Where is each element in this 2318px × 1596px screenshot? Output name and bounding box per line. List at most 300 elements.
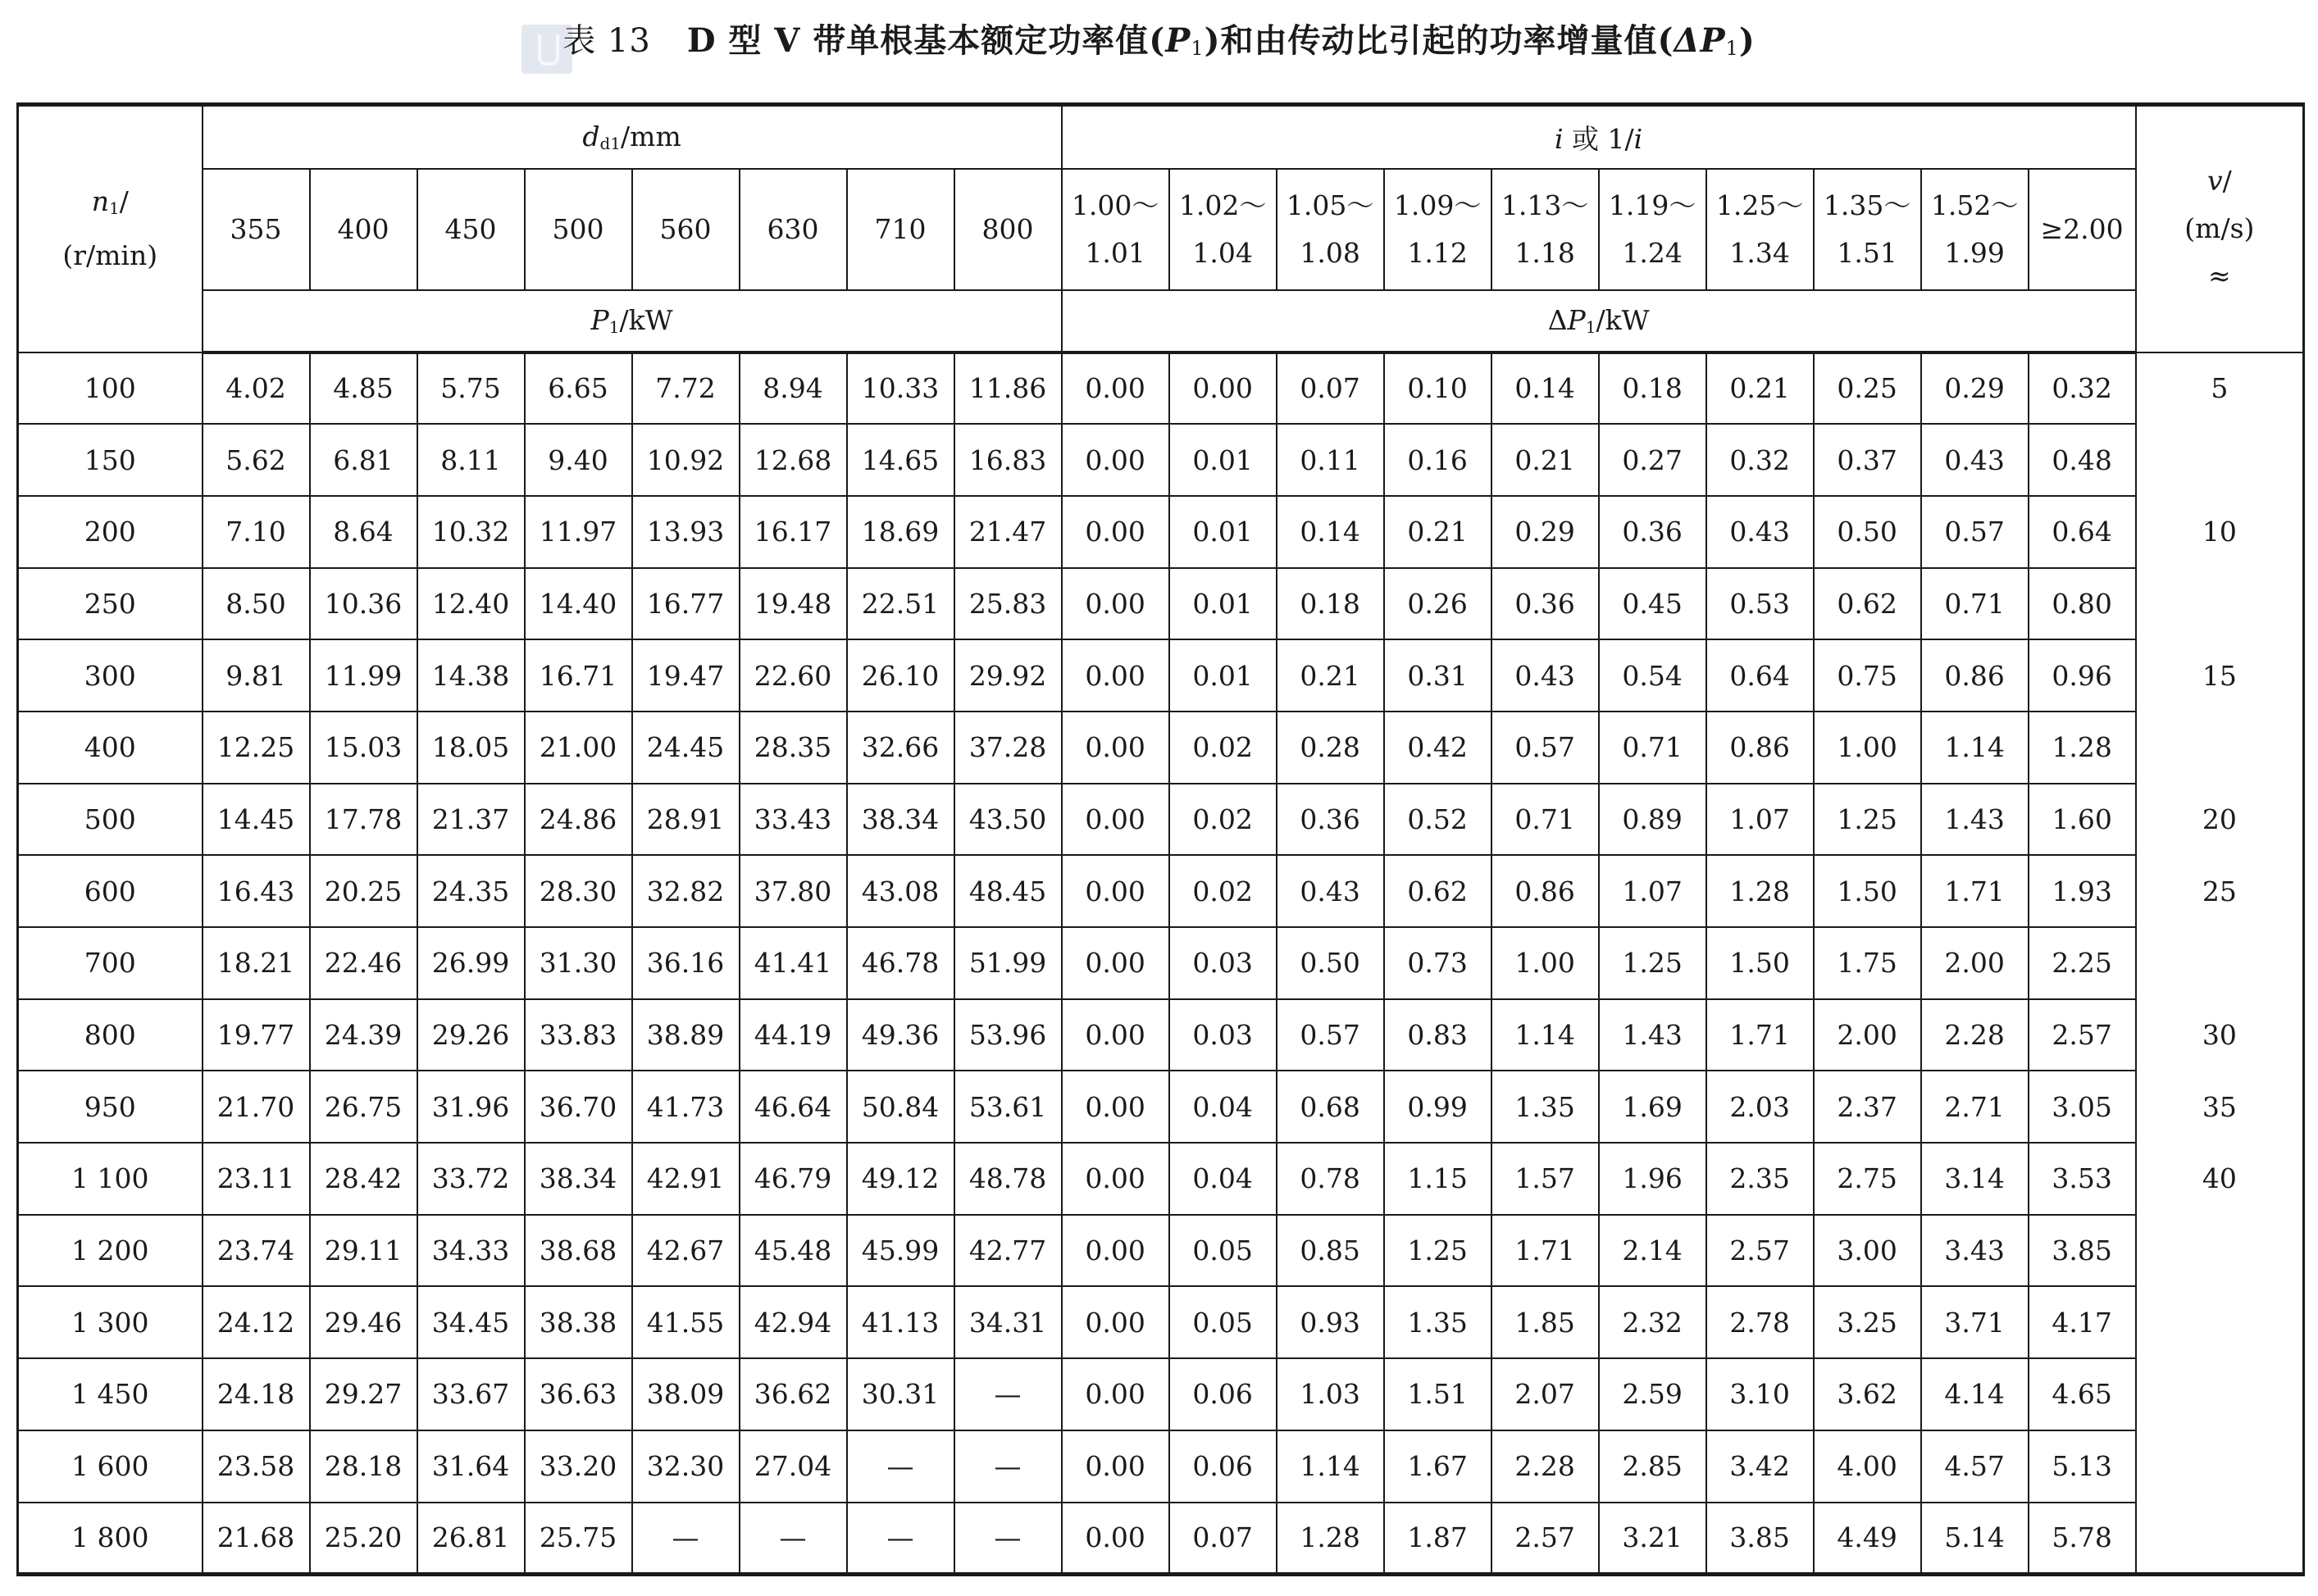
power-cell: 13.93 [632, 496, 740, 568]
power-increment-cell: 3.71 [1921, 1286, 2029, 1358]
power-increment-cell: 0.86 [1491, 855, 1599, 927]
power-increment-cell: 3.62 [1814, 1358, 1921, 1430]
power-cell: 26.99 [417, 927, 525, 999]
power-increment-cell: 0.31 [1384, 639, 1491, 712]
power-increment-cell: 1.14 [1277, 1430, 1384, 1503]
power-increment-cell: 1.15 [1384, 1143, 1491, 1215]
power-cell: 42.91 [632, 1143, 740, 1215]
power-cell: 41.73 [632, 1071, 740, 1143]
power-cell: 28.30 [525, 855, 632, 927]
power-increment-cell: 0.45 [1599, 568, 1706, 640]
ratio-col-header: 1.09～ 1.12 [1384, 169, 1491, 290]
n1-label: $n_1/$ [91, 185, 129, 219]
speed-cell: 1 300 [18, 1286, 203, 1358]
power-increment-cell: 0.62 [1814, 568, 1921, 640]
power-increment-cell: 1.67 [1384, 1430, 1491, 1503]
power-increment-cell: 0.43 [1921, 424, 2029, 496]
power-cell: 28.42 [310, 1143, 417, 1215]
power-increment-cell: 1.07 [1706, 784, 1814, 856]
power-increment-cell: 0.86 [1921, 639, 2029, 712]
speed-cell: 1 100 [18, 1143, 203, 1215]
power-cell: 33.43 [740, 784, 847, 856]
table-row [18, 999, 2304, 1071]
velocity-cell: 25 [2136, 855, 2304, 927]
power-cell: 24.86 [525, 784, 632, 856]
table-number: 表 13 [562, 22, 651, 60]
power-cell: 26.81 [417, 1503, 525, 1575]
power-increment-cell: 1.85 [1491, 1286, 1599, 1358]
velocity-cell [2136, 712, 2304, 784]
power-cell: 32.66 [847, 712, 954, 784]
power-increment-cell: 0.68 [1277, 1071, 1384, 1143]
velocity-cell [2136, 1430, 2304, 1503]
velocity-label: v/ [2206, 165, 2232, 198]
power-increment-cell: 0.02 [1169, 784, 1277, 856]
speed-cell: 800 [18, 999, 203, 1071]
power-increment-cell: 2.57 [1491, 1503, 1599, 1575]
power-cell: 10.32 [417, 496, 525, 568]
power-increment-cell: 4.14 [1921, 1358, 2029, 1430]
power-cell: 29.46 [310, 1286, 417, 1358]
velocity-cell: 10 [2136, 496, 2304, 568]
table-row [18, 1358, 2304, 1430]
power-increment-cell: 0.00 [1062, 1358, 1169, 1430]
power-cell: 33.67 [417, 1358, 525, 1430]
power-cell: 4.02 [203, 352, 310, 425]
power-cell: 41.13 [847, 1286, 954, 1358]
power-increment-cell: 3.43 [1921, 1215, 2029, 1287]
power-increment-cell: 0.00 [1062, 1143, 1169, 1215]
power-increment-cell: 0.00 [1062, 424, 1169, 496]
power-increment-cell: 2.57 [1706, 1215, 1814, 1287]
power-cell: 38.89 [632, 999, 740, 1071]
power-increment-cell: 0.01 [1169, 568, 1277, 640]
power-cell: 25.75 [525, 1503, 632, 1575]
power-increment-cell: 5.14 [1921, 1503, 2029, 1575]
power-increment-cell: 0.14 [1491, 352, 1599, 425]
sub-header-row [18, 169, 2304, 290]
power-cell: 49.36 [847, 999, 954, 1071]
velocity-cell [2136, 1503, 2304, 1575]
power-cell: 51.99 [954, 927, 1062, 999]
power-cell: 10.33 [847, 352, 954, 425]
power-increment-cell: 0.00 [1062, 784, 1169, 856]
speed-cell: 150 [18, 424, 203, 496]
power-increment-cell: 1.87 [1384, 1503, 1491, 1575]
power-cell: 23.11 [203, 1143, 310, 1215]
power-increment-cell: 2.25 [2029, 927, 2136, 999]
power-cell: 18.05 [417, 712, 525, 784]
diameter-col-header: 630 [740, 169, 847, 290]
table-caption [0, 18, 2318, 71]
power-increment-cell: 2.14 [1599, 1215, 1706, 1287]
power-cell: 26.10 [847, 639, 954, 712]
ratio-col-header: 1.05～ 1.08 [1277, 169, 1384, 290]
power-cell: 38.34 [847, 784, 954, 856]
power-increment-cell: 1.25 [1814, 784, 1921, 856]
power-increment-cell: 1.00 [1814, 712, 1921, 784]
power-increment-cell: 0.36 [1491, 568, 1599, 640]
power-increment-cell: 0.00 [1062, 927, 1169, 999]
power-cell: — [954, 1358, 1062, 1430]
diameter-col-header: 800 [954, 169, 1062, 290]
power-cell: 7.10 [203, 496, 310, 568]
power-cell: 24.18 [203, 1358, 310, 1430]
power-increment-cell: 1.93 [2029, 855, 2136, 927]
power-increment-cell: 0.71 [1599, 712, 1706, 784]
power-increment-cell: 0.54 [1599, 639, 1706, 712]
power-cell: 36.70 [525, 1071, 632, 1143]
power-cell: 10.36 [310, 568, 417, 640]
velocity-cell: 35 [2136, 1071, 2304, 1143]
power-cell: 9.40 [525, 424, 632, 496]
power-increment-cell: 0.50 [1814, 496, 1921, 568]
power-cell: 4.85 [310, 352, 417, 425]
power-increment-cell: 0.85 [1277, 1215, 1384, 1287]
power-increment-cell: 0.00 [1062, 568, 1169, 640]
power-increment-cell: 1.50 [1814, 855, 1921, 927]
power-increment-cell: 0.00 [1062, 496, 1169, 568]
power-increment-cell: 3.53 [2029, 1143, 2136, 1215]
power-cell: 24.12 [203, 1286, 310, 1358]
power-increment-cell: 2.35 [1706, 1143, 1814, 1215]
power-increment-cell: 2.03 [1706, 1071, 1814, 1143]
power-increment-cell: 0.04 [1169, 1143, 1277, 1215]
power-increment-cell: 0.00 [1062, 1286, 1169, 1358]
power-cell: 12.25 [203, 712, 310, 784]
power-increment-cell: 2.28 [1921, 999, 2029, 1071]
power-cell: 30.31 [847, 1358, 954, 1430]
power-increment-cell: 0.26 [1384, 568, 1491, 640]
power-cell: 14.40 [525, 568, 632, 640]
power-increment-cell: 1.60 [2029, 784, 2136, 856]
power-cell: 53.96 [954, 999, 1062, 1071]
power-cell: — [632, 1503, 740, 1575]
power-increment-cell: 2.78 [1706, 1286, 1814, 1358]
power-increment-cell: 0.00 [1062, 352, 1169, 425]
power-increment-cell: 0.83 [1384, 999, 1491, 1071]
power-cell: 28.35 [740, 712, 847, 784]
power-increment-cell: 0.00 [1062, 855, 1169, 927]
power-cell: 21.00 [525, 712, 632, 784]
power-increment-cell: 1.71 [1491, 1215, 1599, 1287]
power-increment-cell: 0.36 [1277, 784, 1384, 856]
power-increment-cell: 0.57 [1921, 496, 2029, 568]
power-cell: 41.41 [740, 927, 847, 999]
power-cell: 49.12 [847, 1143, 954, 1215]
caption-dp-symbol: ΔP [1674, 21, 1726, 60]
power-increment-cell: 0.00 [1062, 1430, 1169, 1503]
power-cell: 33.20 [525, 1430, 632, 1503]
power-increment-cell: 1.07 [1599, 855, 1706, 927]
power-cell: 38.68 [525, 1215, 632, 1287]
power-increment-cell: 1.57 [1491, 1143, 1599, 1215]
power-cell: 25.20 [310, 1503, 417, 1575]
power-cell: 41.55 [632, 1286, 740, 1358]
power-increment-cell: 1.28 [1706, 855, 1814, 927]
power-cell: 24.35 [417, 855, 525, 927]
power-cell: 43.50 [954, 784, 1062, 856]
power-increment-cell: 0.00 [1062, 1215, 1169, 1287]
power-increment-cell: 0.43 [1706, 496, 1814, 568]
power-increment-cell: 0.01 [1169, 496, 1277, 568]
power-cell: — [847, 1430, 954, 1503]
speed-cell: 500 [18, 784, 203, 856]
power-cell: 21.37 [417, 784, 525, 856]
power-increment-cell: 0.03 [1169, 999, 1277, 1071]
power-increment-cell: 0.48 [2029, 424, 2136, 496]
power-increment-cell: 5.78 [2029, 1503, 2136, 1575]
power-increment-cell: 0.00 [1169, 352, 1277, 425]
power-increment-cell: 1.51 [1384, 1358, 1491, 1430]
power-cell: — [954, 1430, 1062, 1503]
power-cell: 16.17 [740, 496, 847, 568]
ratio-col-header: ≥2.00 [2029, 169, 2136, 290]
caption-title-c: ) [1738, 21, 1756, 60]
power-increment-cell: 0.32 [1706, 424, 1814, 496]
power-increment-cell: 2.07 [1491, 1358, 1599, 1430]
power-increment-cell: 1.03 [1277, 1358, 1384, 1430]
caption-p-subscript: 1 [1191, 37, 1205, 60]
diameter-col-header: 400 [310, 169, 417, 290]
power-increment-cell: 0.75 [1814, 639, 1921, 712]
ratio-col-header: 1.00～ 1.01 [1062, 169, 1169, 290]
power-increment-cell: 3.85 [1706, 1503, 1814, 1575]
speed-cell: 1 450 [18, 1358, 203, 1430]
power-cell: 8.64 [310, 496, 417, 568]
power-cell: 8.11 [417, 424, 525, 496]
power-cell: 19.47 [632, 639, 740, 712]
power-increment-cell: 2.57 [2029, 999, 2136, 1071]
power-increment-cell: 3.05 [2029, 1071, 2136, 1143]
caption-dp-subscript: 1 [1725, 37, 1739, 60]
power-cell: 36.62 [740, 1358, 847, 1430]
power-cell: 48.45 [954, 855, 1062, 927]
table-body [18, 352, 2304, 1575]
power-cell: 46.78 [847, 927, 954, 999]
power-cell: — [847, 1503, 954, 1575]
power-increment-cell: 4.49 [1814, 1503, 1921, 1575]
ratio-col-header: 1.02～ 1.04 [1169, 169, 1277, 290]
velocity-cell [2136, 1286, 2304, 1358]
table-row [18, 352, 2304, 425]
power-cell: 42.94 [740, 1286, 847, 1358]
power-cell: 16.83 [954, 424, 1062, 496]
power-increment-cell: 2.75 [1814, 1143, 1921, 1215]
power-cell: 20.25 [310, 855, 417, 927]
power-increment-cell: 0.89 [1599, 784, 1706, 856]
power-increment-cell: 0.02 [1169, 712, 1277, 784]
power-increment-cell: 0.64 [2029, 496, 2136, 568]
diameter-col-header: 500 [525, 169, 632, 290]
power-cell: 14.38 [417, 639, 525, 712]
power-increment-cell: 0.29 [1491, 496, 1599, 568]
power-increment-cell: 0.01 [1169, 424, 1277, 496]
power-cell: 12.68 [740, 424, 847, 496]
power-increment-cell: 0.21 [1384, 496, 1491, 568]
power-increment-cell: 0.43 [1277, 855, 1384, 927]
speed-cell: 400 [18, 712, 203, 784]
power-cell: 22.46 [310, 927, 417, 999]
power-increment-cell: 0.18 [1277, 568, 1384, 640]
power-increment-cell: 0.43 [1491, 639, 1599, 712]
power-cell: 14.45 [203, 784, 310, 856]
diameter-col-header: 710 [847, 169, 954, 290]
power-cell: 34.33 [417, 1215, 525, 1287]
power-cell: 31.30 [525, 927, 632, 999]
power-increment-cell: 0.53 [1706, 568, 1814, 640]
caption-title-b: )和由传动比引起的功率增量值( [1204, 21, 1674, 60]
velocity-cell [2136, 1215, 2304, 1287]
power-increment-cell: 3.25 [1814, 1286, 1921, 1358]
power-increment-cell: 0.00 [1062, 1071, 1169, 1143]
power-increment-cell: 0.04 [1169, 1071, 1277, 1143]
power-increment-cell: 2.59 [1599, 1358, 1706, 1430]
power-increment-cell: 2.00 [1921, 927, 2029, 999]
speed-cell: 300 [18, 639, 203, 712]
power-cell: 26.75 [310, 1071, 417, 1143]
power-cell: 18.69 [847, 496, 954, 568]
power-cell: 42.67 [632, 1215, 740, 1287]
caption-p-symbol: P [1165, 21, 1191, 60]
power-increment-cell: 4.57 [1921, 1430, 2029, 1503]
velocity-cell: 20 [2136, 784, 2304, 856]
power-cell: 33.72 [417, 1143, 525, 1215]
power-increment-cell: 0.27 [1599, 424, 1706, 496]
power-cell: 11.99 [310, 639, 417, 712]
power-increment-cell: 0.64 [1706, 639, 1814, 712]
power-increment-cell: 3.00 [1814, 1215, 1921, 1287]
power-cell: 29.27 [310, 1358, 417, 1430]
power-increment-cell: 3.42 [1706, 1430, 1814, 1503]
power-cell: 29.26 [417, 999, 525, 1071]
power-increment-cell: 0.06 [1169, 1430, 1277, 1503]
table-row [18, 1071, 2304, 1143]
ratio-header: i 或 1/i [1062, 105, 2136, 169]
diameter-header: $d_{d1}/mm$ [203, 105, 1062, 169]
n1-unit: (r/min) [62, 239, 158, 272]
power-cell: 46.79 [740, 1143, 847, 1215]
power-increment-cell: 0.93 [1277, 1286, 1384, 1358]
table-row [18, 927, 2304, 999]
power-increment-cell: 1.75 [1814, 927, 1921, 999]
power-increment-cell: 0.00 [1062, 639, 1169, 712]
power-increment-cell: 1.71 [1921, 855, 2029, 927]
power-increment-cell: 0.10 [1384, 352, 1491, 425]
velocity-cell [2136, 1358, 2304, 1430]
velocity-cell: 15 [2136, 639, 2304, 712]
power-increment-cell: 1.35 [1384, 1286, 1491, 1358]
speed-cell: 1 200 [18, 1215, 203, 1287]
power-cell: 5.75 [417, 352, 525, 425]
power-cell: 6.81 [310, 424, 417, 496]
speed-cell: 1 800 [18, 1503, 203, 1575]
power-cell: 27.04 [740, 1430, 847, 1503]
power-increment-cell: 0.07 [1277, 352, 1384, 425]
power-increment-cell: 0.05 [1169, 1215, 1277, 1287]
power-cell: 23.58 [203, 1430, 310, 1503]
power-increment-cell: 3.10 [1706, 1358, 1814, 1430]
power-increment-cell: 1.28 [1277, 1503, 1384, 1575]
power-cell: 15.03 [310, 712, 417, 784]
velocity-unit: (m/s) [2184, 212, 2255, 245]
speed-cell: 250 [18, 568, 203, 640]
power-cell: 28.18 [310, 1430, 417, 1503]
power-increment-cell: 1.25 [1384, 1215, 1491, 1287]
power-increment-cell: 1.71 [1706, 999, 1814, 1071]
power-increment-cell: 0.71 [1491, 784, 1599, 856]
power-increment-cell: 1.96 [1599, 1143, 1706, 1215]
power-cell: 21.70 [203, 1071, 310, 1143]
power-increment-cell: 0.21 [1491, 424, 1599, 496]
power-increment-cell: 0.02 [1169, 855, 1277, 927]
diameter-col-header: 450 [417, 169, 525, 290]
dp1-unit-header: $\Delta P_1/kW$ [1062, 290, 2136, 352]
power-increment-cell: 0.06 [1169, 1358, 1277, 1430]
power-cell: 44.19 [740, 999, 847, 1071]
power-increment-cell: 0.05 [1169, 1286, 1277, 1358]
speed-cell: 1 600 [18, 1430, 203, 1503]
power-cell: 8.50 [203, 568, 310, 640]
power-increment-cell: 0.96 [2029, 639, 2136, 712]
power-cell: 11.97 [525, 496, 632, 568]
power-cell: 33.83 [525, 999, 632, 1071]
power-cell: 31.96 [417, 1071, 525, 1143]
power-increment-cell: 1.43 [1921, 784, 2029, 856]
power-cell: 29.92 [954, 639, 1062, 712]
power-increment-cell: 4.65 [2029, 1358, 2136, 1430]
power-cell: 6.65 [525, 352, 632, 425]
power-increment-cell: 0.32 [2029, 352, 2136, 425]
power-cell: 31.64 [417, 1430, 525, 1503]
power-increment-cell: 2.71 [1921, 1071, 2029, 1143]
speed-cell: 100 [18, 352, 203, 425]
power-cell: 8.94 [740, 352, 847, 425]
power-cell: 46.64 [740, 1071, 847, 1143]
power-rating-table [16, 102, 2305, 1576]
power-cell: 36.16 [632, 927, 740, 999]
power-cell: 38.09 [632, 1358, 740, 1430]
diameter-col-header: 355 [203, 169, 310, 290]
power-increment-cell: 0.57 [1277, 999, 1384, 1071]
power-cell: 34.45 [417, 1286, 525, 1358]
power-increment-cell: 0.00 [1062, 712, 1169, 784]
table-row [18, 639, 2304, 712]
table-row [18, 496, 2304, 568]
power-cell: 5.62 [203, 424, 310, 496]
power-cell: 22.51 [847, 568, 954, 640]
n1-header [18, 105, 203, 352]
power-increment-cell: 2.85 [1599, 1430, 1706, 1503]
power-increment-cell: 1.50 [1706, 927, 1814, 999]
power-increment-cell: 0.57 [1491, 712, 1599, 784]
power-cell: 21.68 [203, 1503, 310, 1575]
table-row [18, 424, 2304, 496]
ratio-col-header: 1.35～ 1.51 [1814, 169, 1921, 290]
power-increment-cell: 0.03 [1169, 927, 1277, 999]
power-increment-cell: 2.37 [1814, 1071, 1921, 1143]
p1-unit-header: $P_1/kW$ [203, 290, 1062, 352]
power-cell: 19.77 [203, 999, 310, 1071]
power-cell: 38.38 [525, 1286, 632, 1358]
power-increment-cell: 0.00 [1062, 999, 1169, 1071]
power-increment-cell: 0.78 [1277, 1143, 1384, 1215]
power-cell: 22.60 [740, 639, 847, 712]
power-cell: — [740, 1503, 847, 1575]
power-increment-cell: 0.71 [1921, 568, 2029, 640]
velocity-cell [2136, 568, 2304, 640]
power-increment-cell: 2.28 [1491, 1430, 1599, 1503]
